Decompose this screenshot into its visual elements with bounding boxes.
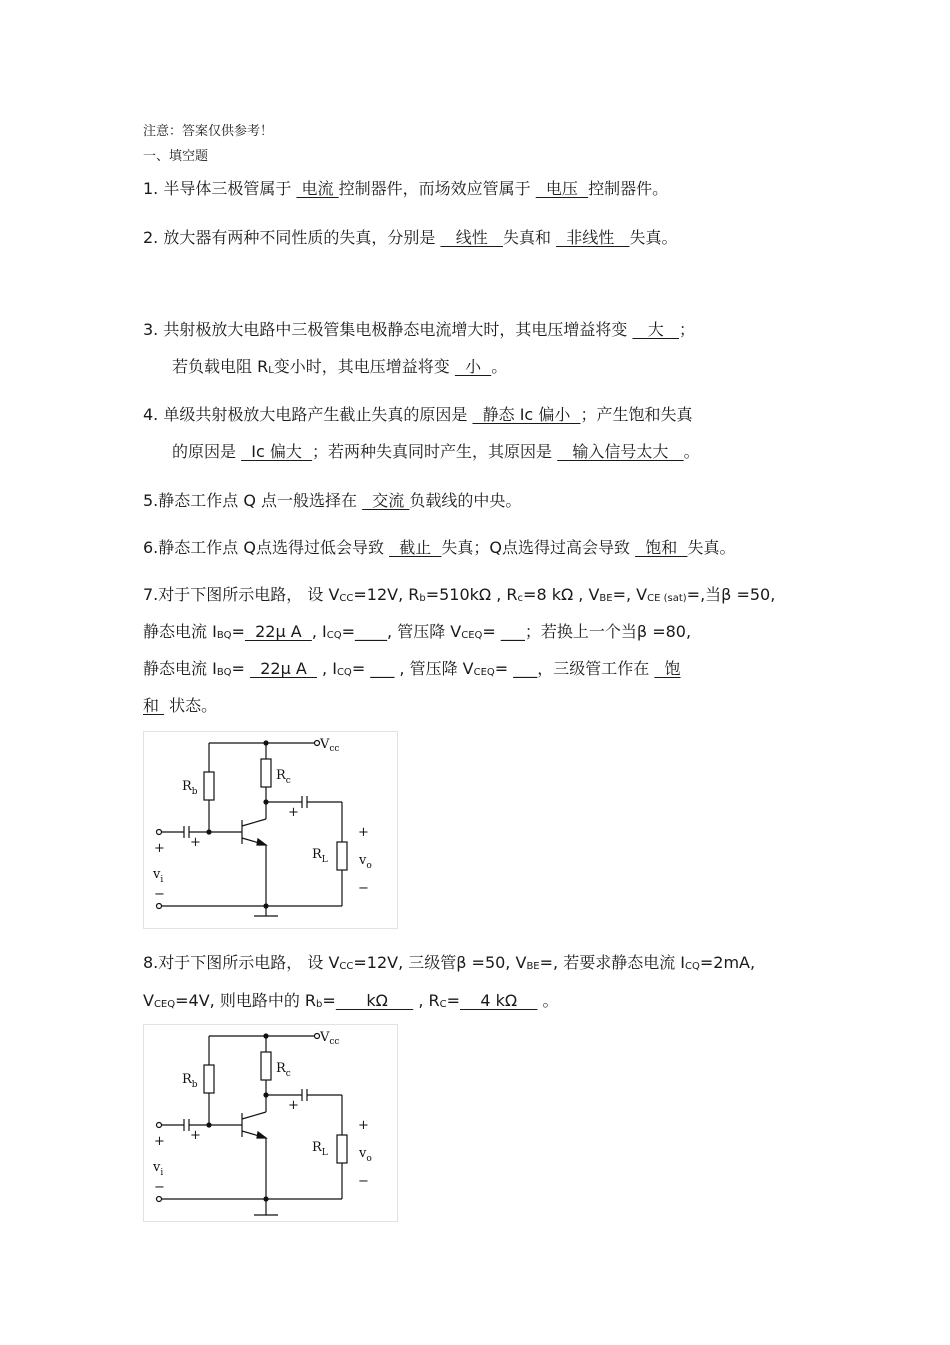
question-4-line1: 4. 单级共射极放大电路产生截止失真的原因是 静态 Ic 偏小 ；产生饱和失真 [143,405,693,424]
answer-7-ibq1: 22μ A [244,622,312,641]
question-3-line1: 3. 共射极放大电路中三极管集电极静态电流增大时，其电压增益将变 大 ； [143,320,695,339]
svg-text:RL: $R_L$ [312,1140,328,1158]
svg-text:+: + [154,841,165,856]
question-7-line4: 和 状态。 [143,696,218,715]
svg-text:Rc: $R_c$ [276,768,291,786]
circuit-diagram-1 [143,731,398,929]
svg-text:vo: $v_o$ [359,853,372,871]
answer-4b: Ic 偏大 [241,442,313,461]
answer-6b: 饱和 [635,538,688,557]
answer-8-rc: 4 kΩ [460,991,538,1010]
question-6: 6.静态工作点 Q点选得过低会导致 截止 失真；Q点选得过高会导致 饱和 失真。 [143,538,736,557]
answer-7-icq2: ___ [370,659,395,678]
question-8-line1: 8.对于下图所示电路， 设 $V_{CC}=12V$, 三级管β =50, $V_{BE}=$, 若要求静态电流 $I_{CQ}=2mA$, [143,953,756,972]
svg-text:−: − [154,887,165,902]
question-3-line2: 若负载电阻 $R_L$变小时，其电压增益将变 小 。 [172,357,508,376]
answer-7-ibq2: 22μ A [250,659,317,678]
question-7-line3: 静态电流 $I_{BQ}= 22\mu$ A , $I_{CQ}=$ ___ , 管压降 $V_{CEQ}=$ ___，三级管工作在 饱 [143,659,681,678]
svg-text:+: + [358,825,369,840]
answer-1a: 电流 [296,179,339,198]
question-7-line2: 静态电流 $I_{BQ}= 22\mu$ A , $I_{CQ}=\_\_\_\_$, 管压降 $V_{CEQ}=$ ___；若换上一个当β =80, [143,622,692,641]
question-5: 5.静态工作点 Q 点一般选择在 交流 负载线的中央。 [143,491,522,510]
circuit-diagram-2 [143,1024,398,1222]
svg-text:RL: $R_L$ [312,847,328,865]
answer-7-vceq2: ___ [513,659,538,678]
svg-text:+: + [288,1098,299,1113]
question-4-line2: 的原因是 Ic 偏大 ；若两种失真同时产生，其原因是 输入信号太大 。 [172,442,700,461]
svg-text:vi: $v_i$ [153,867,164,885]
answer-2a: 线性 [440,228,503,247]
svg-text:+: + [154,1134,165,1149]
answer-4c: 输入信号太大 [557,442,684,461]
question-7-line1: 7.对于下图所示电路， 设 $V_{CC}=12V$, $R_b=510k\Omega$ , $R_c=8$ kΩ , $V_{BE}=$, $V_{CE (sat)}=$,当β =50, [143,585,776,604]
svg-text:+: + [190,835,201,850]
svg-text:+: + [358,1118,369,1133]
answer-4a: 静态 Ic 偏小 [472,405,581,424]
svg-text:−: − [358,1174,369,1189]
section-title: 一、填空题 [143,149,209,164]
svg-text:+: + [190,1128,201,1143]
svg-text:Vcc: $V_{cc}$ [320,737,340,754]
svg-text:Rc: $R_c$ [276,1061,291,1079]
answer-7-vceq1: ___ [500,622,525,641]
question-2: 2. 放大器有两种不同性质的失真，分别是 线性 失真和 非线性 失真。 [143,228,678,247]
svg-text:Rb: $R_b$ [182,1072,198,1090]
answer-6a: 截止 [389,538,442,557]
note: 注意：答案仅供参考！ [143,124,274,139]
svg-text:−: − [154,1180,165,1195]
question-1: 1. 半导体三极管属于 电流 控制器件，而场效应管属于 电压 控制器件。 [143,179,669,198]
svg-text:−: − [358,881,369,896]
answer-3b: 小 [454,357,492,376]
svg-text:+: + [288,805,299,820]
svg-text:Vcc: $V_{cc}$ [320,1030,340,1047]
answer-5: 交流 [362,491,410,510]
answer-7-icq1: ____ [355,622,388,641]
answer-1b: 电压 [535,179,589,198]
svg-text:vo: $v_o$ [359,1146,372,1164]
answer-7-state-cont: 和 [143,696,165,715]
answer-3a: 大 [632,320,679,339]
answer-8-rb: kΩ [335,991,414,1010]
svg-text:vi: $v_i$ [153,1160,164,1178]
svg-text:Rb: $R_b$ [182,779,198,797]
answer-2b: 非线性 [556,228,630,247]
question-8-line2: $V_{CEQ}=4V$, 则电路中的 $R_b=$ kΩ , $R_C=$ 4 kΩ 。 [143,991,559,1010]
answer-7-state: 饱 [654,659,681,678]
